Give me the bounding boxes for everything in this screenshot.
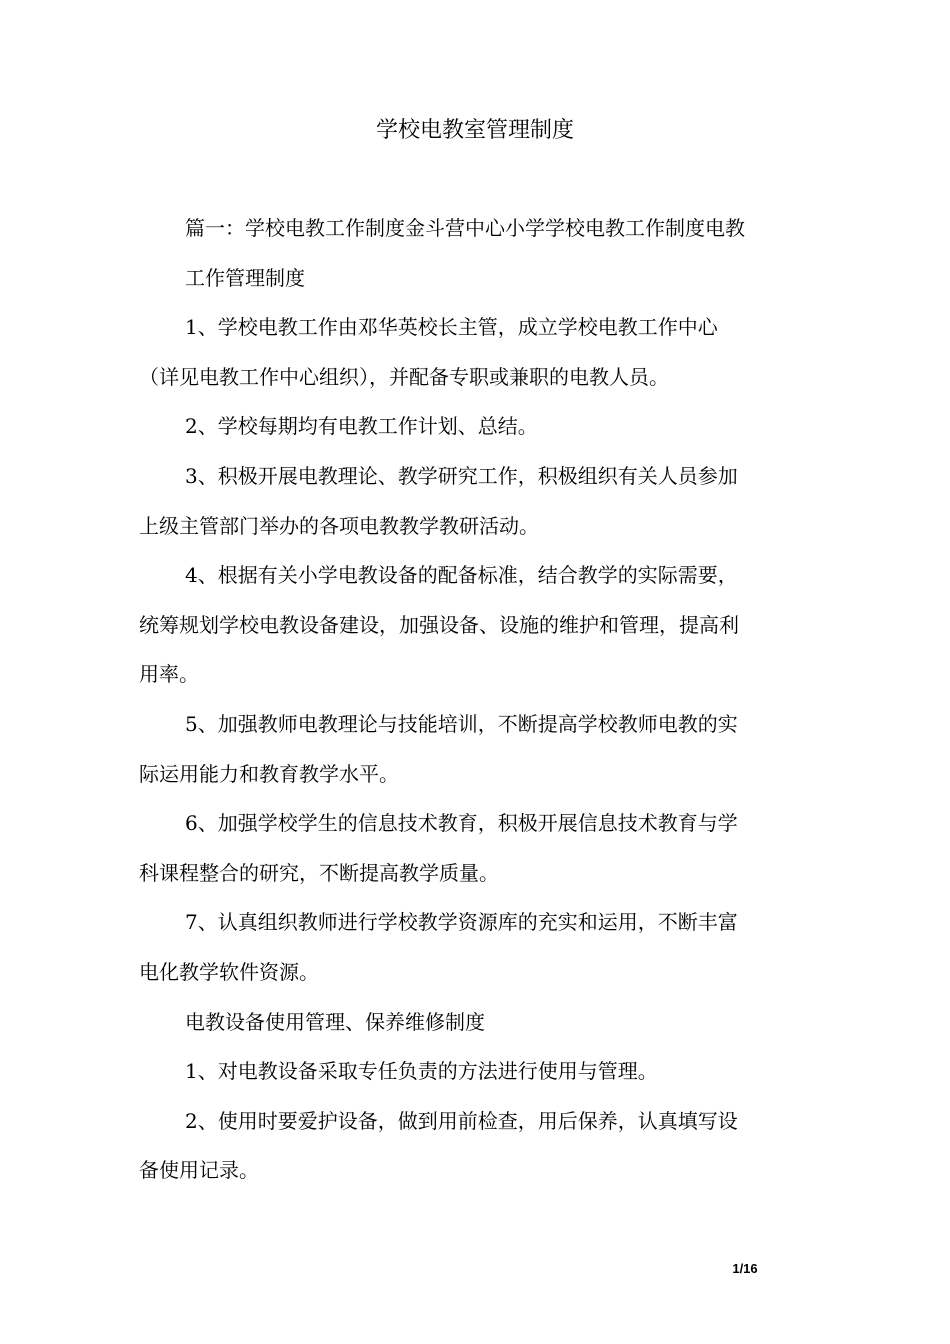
text-line: 2、学校每期均有电教工作计划、总结。: [185, 414, 538, 439]
text-line: （详见电教工作中心组织），并配备专职或兼职的电教人员。: [139, 364, 669, 389]
text-line: 统筹规划学校电教设备建设，加强设备、设施的维护和管理，提高利: [139, 612, 739, 637]
document-title: 学校电教室管理制度: [375, 118, 574, 143]
text-line: 4、根据有关小学电教设备的配备标准，结合教学的实际需要，: [185, 563, 738, 588]
text-line: 5、加强教师电教理论与技能培训，不断提高学校教师电教的实: [185, 711, 738, 736]
text-line: 3、积极开展电教理论、教学研究工作，积极组织有关人员参加: [185, 463, 738, 488]
document-body: [139, 204, 811, 1196]
text-line: 电化教学软件资源。: [139, 959, 319, 984]
text-line: 2、使用时要爱护设备，做到用前检查，用后保养，认真填写设: [185, 1108, 738, 1133]
text-line: 备使用记录。: [139, 1158, 259, 1183]
text-line: 篇一：学校电教工作制度金斗营中心小学学校电教工作制度电教: [185, 216, 745, 240]
text-line: 上级主管部门举办的各项电教教学教研活动。: [139, 513, 539, 538]
section-heading: 电教设备使用管理、保养维修制度: [185, 1009, 485, 1034]
text-line: 工作管理制度: [185, 265, 305, 290]
text-line: 用率。: [139, 662, 199, 687]
text-line: 际运用能力和教育教学水平。: [139, 761, 399, 786]
text-line: 7、认真组织教师进行学校教学资源库的充实和运用，不断丰富: [185, 910, 738, 935]
text-line: 6、加强学校学生的信息技术教育，积极开展信息技术教育与学: [185, 811, 738, 836]
text-line: 1、学校电教工作由邓华英校长主管，成立学校电教工作中心: [185, 315, 718, 340]
text-line: 科课程整合的研究，不断提高教学质量。: [139, 860, 499, 885]
page-number: 1/16: [732, 1261, 758, 1276]
text-line: 1、对电教设备采取专任负责的方法进行使用与管理。: [185, 1059, 658, 1084]
